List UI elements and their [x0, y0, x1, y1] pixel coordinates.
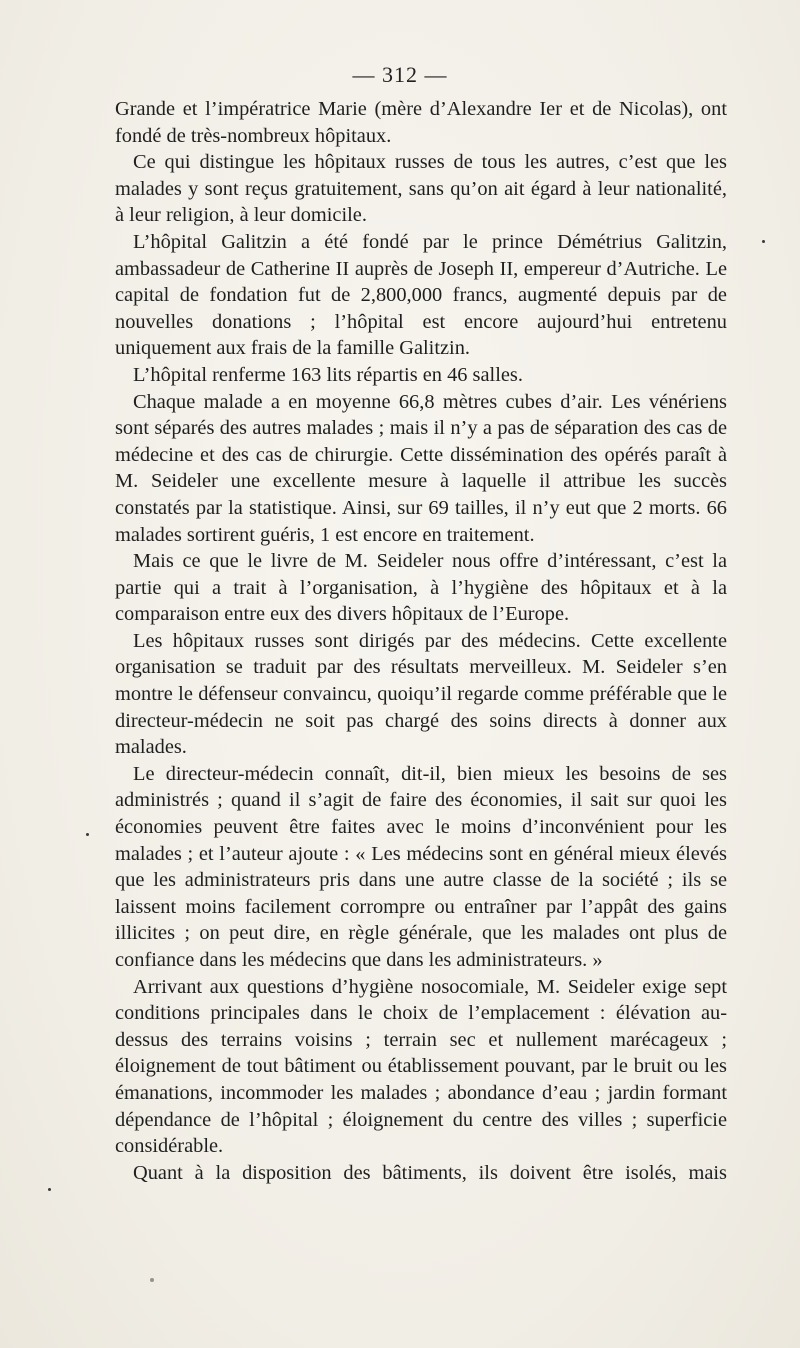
scan-speck — [762, 240, 765, 243]
paragraph-7: Les hôpitaux russes sont dirigés par des médecins. Cette excellente organisation se traduit par des résultats merveilleux. M. Seideler s’en montre le défenseur convaincu, quoiqu’il regarde comme préférable que le directeur-médecin ne soit pas chargé des soins directs à donner aux malades. — [115, 629, 727, 759]
paragraph-2: Ce qui distingue les hôpitaux russes de tous les autres, c’est que les malades y sont reçus gratuitement, sans qu’on ait égard à leur nationalité, à leur religion, à leur domicile. — [115, 151, 727, 227]
page-number: — 312 — — [352, 62, 448, 87]
scan-speck — [48, 1188, 51, 1191]
paragraph-1: Grande et l’impératrice Marie (mère d’Alexandre Ier et de Nicolas), ont fondé de très-nombreux hôpitaux. — [115, 98, 727, 147]
paragraph-3: L’hôpital Galitzin a été fondé par le prince Démétrius Galitzin, ambassadeur de Catherine II auprès de Joseph II, empereur d’Autriche. Le capital de fondation fut de 2,800,000 francs, augmenté depuis par de nouvelles donations ; l’hôpital est encore aujourd’hui entretenu uniquement aux frais de la famille Galitzin. — [115, 230, 727, 360]
paragraph-9: Arrivant aux questions d’hygiène nosocomiale, M. Seideler exige sept conditions principales dans le choix de l’emplacement : élévation au-dessus des terrains voisins ; terrain sec et nullement marécageux ; éloignement de tout bâtiment ou établissement pouvant, par le bruit ou les émanations, incommoder les malades ; abondance d’eau ; jardin formant dépendance de l’hôpital ; éloignement du centre des villes ; superficie considérable. — [115, 975, 727, 1158]
paragraph-8: Le directeur-médecin connaît, dit-il, bien mieux les besoins de ses administrés ; quand il s’agit de faire des économies, il sait sur quoi les économies peuvent être faites avec le moins d’inconvénient pour les malades ; et l’auteur ajoute : « Les médecins sont en général mieux élevés que les administrateurs pris dans une autre classe de la société ; ils se laissent moins facilement corrompre ou entraîner par l’appât des gains illicites ; on peut dire, en règle générale, que les malades ont plus de confiance dans les médecins que dans les administrateurs. » — [115, 762, 727, 971]
paragraph-5: Chaque malade a en moyenne 66,8 mètres cubes d’air. Les vénériens sont séparés des autres malades ; mais il n’y a pas de séparation des cas de médecine et des cas de chirurgie. Cette dissémination des opérés paraît à M. Seideler une excellente mesure à laquelle il attribue les succès constatés par la statistique. Ainsi, sur 69 tailles, il n’y eut que 2 morts. 66 malades sortirent guéris, 1 est encore en traitement. — [115, 390, 727, 546]
paragraph-4: L’hôpital renferme 163 lits répartis en 46 salles. — [133, 363, 523, 386]
scan-speck — [86, 833, 89, 836]
scan-speck — [150, 1278, 154, 1282]
body-text — [115, 96, 727, 1186]
paragraph-10: Quant à la disposition des bâtiments, ils doivent être isolés, mais — [133, 1161, 727, 1184]
paragraph-6: Mais ce que le livre de M. Seideler nous offre d’intéressant, c’est la partie qui a trait à l’organisation, à l’hygiène des hôpitaux et à la comparaison entre eux des divers hôpitaux de l’Europe. — [115, 550, 727, 626]
